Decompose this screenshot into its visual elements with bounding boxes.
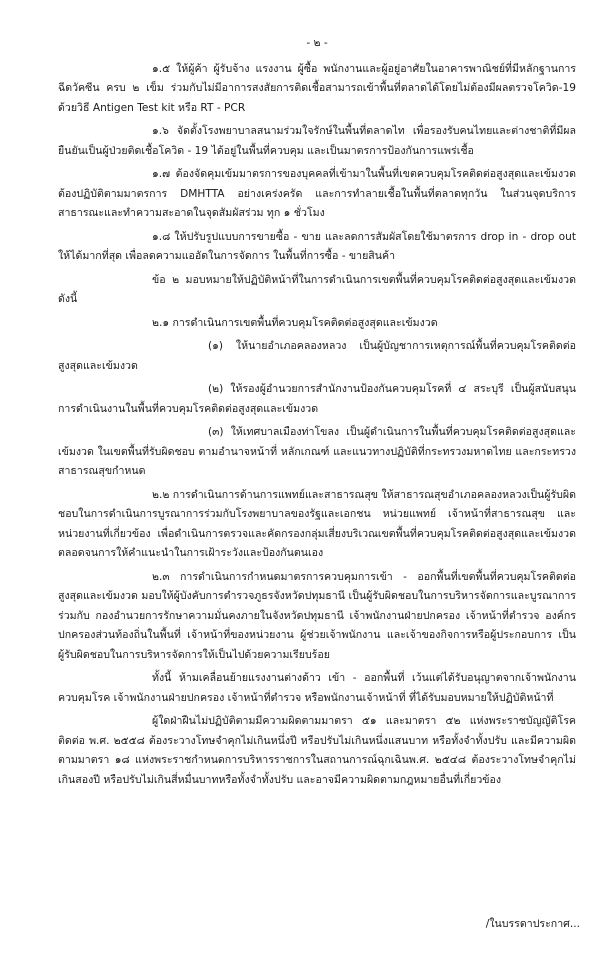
clause-2-1-item-3: (๓) ให้เทศบาลเมืองท่าโขลง เป็นผู้ดำเนินการในพื้นที่ควบคุมโรคติดต่อสูงสุดและเข้มงวด ในเขตพื้นที่รับผิดชอบ ตามอำนาจหน้าที่ หลักเกณฑ์ และแนวทางปฏิบัติที่กระทรวงมหาดไทย และกระทรวงสาธารณสุขกำหนด xyxy=(58,426,576,477)
clause-2-3: ๒.๓ การดำเนินการกำหนดมาตรการควบคุมการเข้า - ออกพื้นที่เขตพื้นที่ควบคุมโรคติดต่อสูงสุดและเข้มงวด มอบให้ผู้บังคับการตำรวจภูธรจังหวัดปทุมธานี เป็นผู้รับผิดชอบในการบริหารจัดการและบูรณาการร่วมกับ กองอำนวยการรักษาความมั่นคงภายในจังหวัดปทุมธานี เจ้าพนักงานฝ่ายปกครอง เจ้าหน้าที่ตำรวจ องค์กรปกครองส่วนท้องถิ่นในพื้นที่ เจ้าหน้าที่ของหน่วยงาน ผู้ช่วยเจ้าพนักงาน และเจ้าของกิจการหรือผู้ประกอบการ เป็นผู้รับผิดชอบในการบริหารจัดการให้เป็นไปด้วยความเรียบร้อย xyxy=(58,570,576,661)
clause-1-7: ๑.๗ ต้องจัดคุมเข้มมาตรการของบุคคลที่เข้ามาในพื้นที่เขตควบคุมโรคติดต่อสูงสุดและเข้มงวด ต้องปฏิบัติตามมาตรการ DMHTTA อย่างเคร่งครัด และการทำลายเชื้อในพื้นที่ตลาดทุกวัน ในส่วนจุดบริการสาธารณะและทำความสะอาดในจุดสัมผัสร่วม ทุก ๑ ชั่วโมง xyxy=(58,168,576,219)
penalty-paragraph: ผู้ใดฝ่าฝืนไม่ปฏิบัติตามมีความผิดตามมาตรา ๕๑ และมาตรา ๕๒ แห่งพระราชบัญญัติโรคติดต่อ พ.ศ. ๒๕๕๘ ต้องระวางโทษจำคุกไม่เกินหนึ่งปี หรือปรับไม่เกินหนึ่งแสนบาท หรือทั้งจำทั้งปรับ และมีความผิดตามมาตรา ๑๘ แห่งพระราชกำหนดการบริหารราชการในสถานการณ์ฉุกเฉินพ.ศ. ๒๕๔๘ ต้องระวางโทษจำคุกไม่เกินสองปี หรือปรับไม่เกินสี่หมื่นบาทหรือทั้งจำทั้งปรับ และอาจมีความผิดตามกฎหมายอื่นที่เกี่ยวข้อง xyxy=(58,715,576,786)
restriction-paragraph: ทั้งนี้ ห้ามเคลื่อนย้ายแรงงานต่างด้าว เข้า - ออกพื้นที่ เว้นแต่ได้รับอนุญาตจากเจ้าพนักงานควบคุมโรค เจ้าพนักงานฝ่ายปกครอง เจ้าหน้าที่ตำรวจ หรือพนักงานเจ้าหน้าที่ ที่ได้รับมอบหมายให้ปฏิบัติหน้าที่ xyxy=(58,672,576,704)
clause-2-1-item-1: (๑) ให้นายอำเภอคลองหลวง เป็นผู้บัญชาการเหตุการณ์พื้นที่ควบคุมโรคติดต่อสูงสุดและเข้มงวด xyxy=(58,340,576,372)
continuation-note: /ในบรรดาประกาศ... xyxy=(485,918,580,930)
clause-1-6: ๑.๖ จัดตั้งโรงพยาบาลสนามร่วมใจรักษ์ในพื้นที่ตลาดไท เพื่อรองรับคนไทยและต่างชาติที่มีผลยืนยันเป็นผู้ป่วยติดเชื้อโควิด - 19 ได้อยู่ในพื้นที่ควบคุม และเป็นมาตรการป้องกันการแพร่เชื้อ xyxy=(58,125,576,157)
clause-2-2: ๒.๒ การดำเนินการด้านการแพทย์และสาธารณสุข ให้สาธารณสุขอำเภอคลองหลวงเป็นผู้รับผิดชอบในการดำเนินการบูรณาการร่วมกับโรงพยาบาลของรัฐและเอกชน หน่วยแพทย์ เจ้าหน้าที่สาธารณสุข และหน่วยงานที่เกี่ยวข้อง เพื่อดำเนินการตรวจและคัดกรองกลุ่มเสี่ยงบริเวณเขตพื้นที่ควบคุมโรคติดต่อสูงสุดและเข้มงวด ตลอดจนการให้คำแนะนำในการเฝ้าระวังและป้องกันตนเอง xyxy=(58,488,576,559)
clause-1-8: ๑.๘ ให้ปรับรูปแบบการขายซื้อ - ขาย และลดการสัมผัสโดยใช้มาตรการ drop in - drop out ให้ได้มากที่สุด เพื่อลดความแออัดในการจัดการ ในพื้นที่การซื้อ - ขายสินค้า xyxy=(58,230,576,262)
page-number: - ๒ - xyxy=(306,37,328,49)
clause-1-5: ๑.๕ ให้ผู้ค้า ผู้รับจ้าง แรงงาน ผู้ซื้อ พนักงานและผู้อยู่อาศัยในอาคารพาณิชย์ที่มีหลักฐานการฉีดวัคซีน ครบ ๒ เข็ม ร่วมกับไม่มีอาการสงสัยการติดเชื้อสามารถเข้าพื้นที่ตลาดได้โดยไม่ต้องมีผลตรวจโควิด-19 ด้วยวิธี Antigen Test kit หรือ RT - PCR xyxy=(58,62,576,114)
clause-2-1: ๒.๑ การดำเนินการเขตพื้นที่ควบคุมโรคติดต่อสูงสุดและเข้มงวด xyxy=(152,316,438,329)
clause-2-1-item-2: (๒) ให้รองผู้อำนวยการสำนักงานป้องกันควบคุมโรคที่ ๔ สระบุรี เป็นผู้สนับสนุนการดำเนินงานในพื้นที่ควบคุมโรคติดต่อสูงสุดและเข้มงวด xyxy=(58,383,576,415)
article-2: ข้อ ๒ มอบหมายให้ปฏิบัติหน้าที่ในการดำเนินการเขตพื้นที่ควบคุมโรคติดต่อสูงสุดและเข้มงวดดังนี้ xyxy=(58,273,576,305)
